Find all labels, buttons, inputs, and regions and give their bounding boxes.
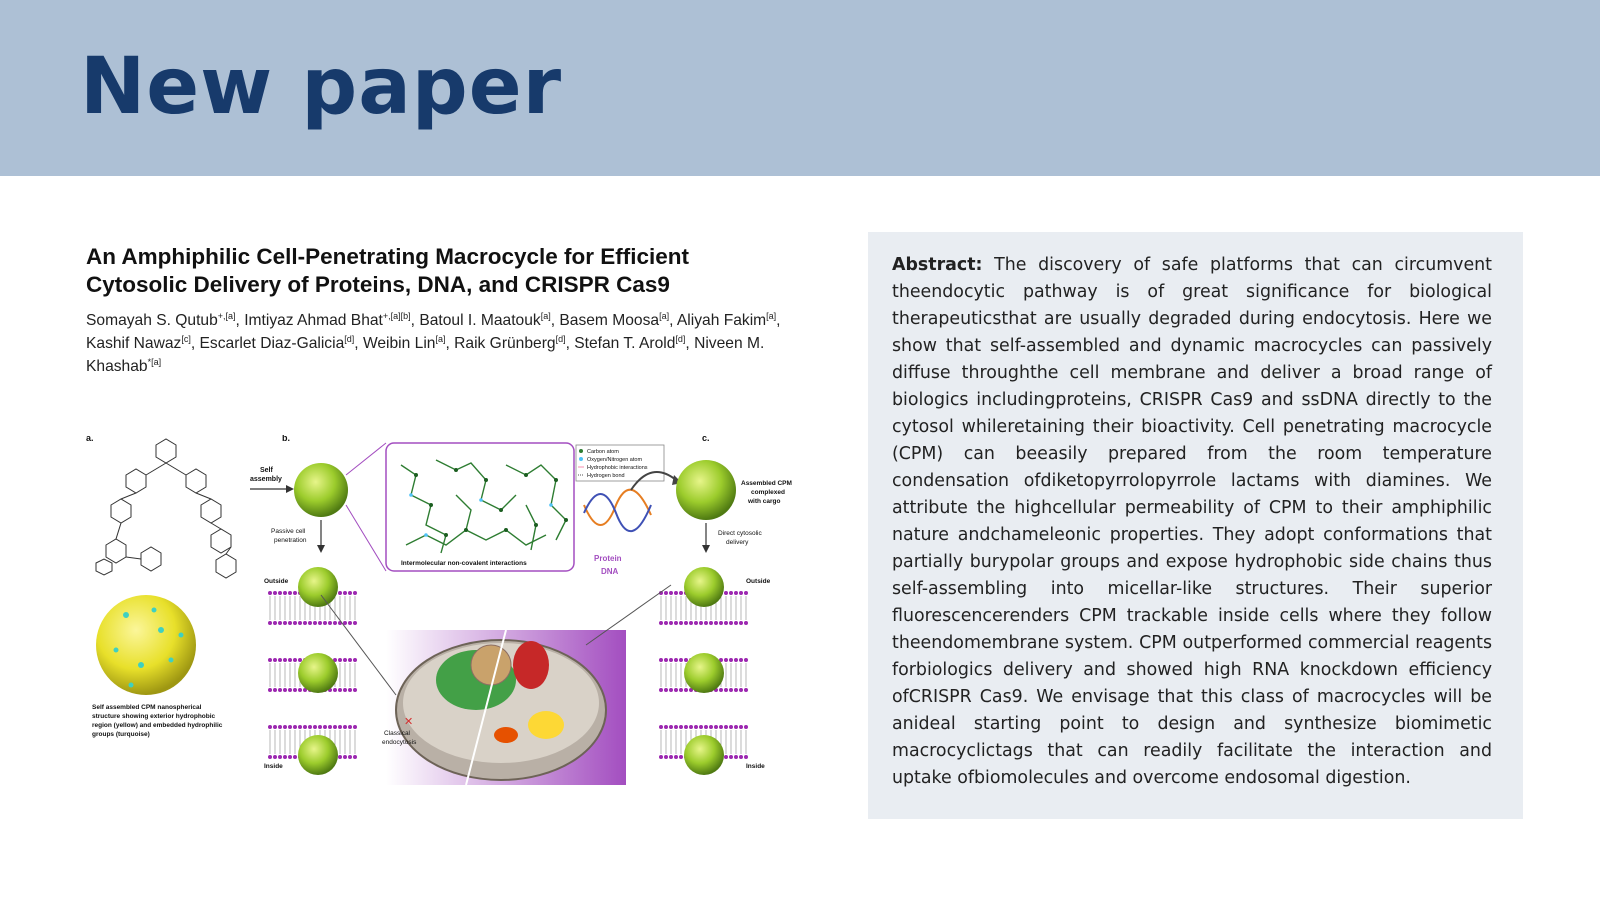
macrocycle-structure [96,439,236,578]
outside-label-right: Outside [746,578,771,585]
assembled-cpm-2: complexed [751,489,785,496]
mitochondria-yellow [528,711,564,739]
author-affiliation: +,[a] [217,311,236,321]
author-name: Kashif Nawaz [86,335,182,353]
legend-hydrogen: Hydrogen bond [587,473,625,479]
protein-label: Protein [594,554,622,563]
figure-graphic [86,435,822,820]
paper-figure [86,435,822,820]
cpm-sphere [298,735,338,775]
outside-label-left: Outside [264,578,289,585]
dna-strand-1 [584,490,651,525]
abstract-text [892,252,1492,792]
caption-a-line: structure showing exterior hydrophobic [92,713,216,720]
author-name: Imtiyaz Ahmad Bhat [244,312,383,330]
abstract-label: Abstract: [892,255,983,275]
cpm-sphere [684,653,724,693]
author-affiliation: [a] [435,334,446,345]
legend-oxygen: Oxygen/Nitrogen atom [587,457,643,463]
caption-panel-a [92,704,223,738]
legend-hydrophobic: Hydrophobic interactions [587,465,648,471]
cpm-sphere [298,653,338,693]
caption-a-line: groups (turquoise) [92,731,150,738]
blocked-x-mark: ✕ [404,716,414,728]
inside-label-right: Inside [746,763,765,770]
panel-label-a: a. [86,435,94,443]
cpm-sphere [298,567,338,607]
cpm-cargo-sphere [676,460,736,520]
cpm-sphere-top [294,463,348,517]
cpm-sphere [684,567,724,607]
author-name: Stefan T. Arold [574,335,676,353]
dna-label: DNA [601,567,619,576]
inside-label-left: Inside [264,763,283,770]
passive-cell-label-2: penetration [274,537,307,544]
yellow-cpm-sphere [96,595,196,695]
panel-label-b: b. [282,435,290,443]
direct-cytosolic-1: Direct cytosolic [718,530,762,537]
paper-authors: Somayah S. Qutub$^{+,[a]}$, Imtiyaz Ahmad Bhat$^{+,[a][b]}$, Batoul I. Maatouk[a], Basem Moosa[a], Aliyah Fakim[a], Kashif Nawaz[c], Escarlet Diaz-Galicia[d], Weibin Lin[a], Raik Grünberg[d], Stefan T. Arold[d], Niveen M. Khashab$^{*[a]}$ [86,311,781,376]
caption-a-line: Self assembled CPM nanospherical [92,704,202,711]
author-name: Somayah S. Qutub [86,312,218,330]
cpm-sphere [684,735,724,775]
author-affiliation: [c] [181,334,191,345]
golgi [513,641,549,689]
author-name: Batoul I. Maatouk [419,312,541,330]
paper-block [86,243,856,377]
author-affiliation: +,[a][b] [382,311,411,321]
author-name: Basem Moosa [559,312,660,330]
self-assembly-label-1: Self [260,467,273,474]
caption-a-line: region (yellow) and embedded hydrophilic [92,722,223,729]
author-name: Weibin Lin [362,335,436,353]
paper-title-line-1: An Amphiphilic Cell-Penetrating Macrocycle for Efficient [86,244,690,269]
author-name: Aliyah Fakim [676,312,767,330]
self-assembly-label-2: assembly [250,476,282,483]
page-title: New paper [80,42,563,132]
author-affiliation: [a] [766,311,777,321]
author-affiliation: [d] [555,334,566,345]
author-name: Escarlet Diaz-Galicia [199,335,345,353]
nucleus [471,645,511,685]
assembled-cpm-1: Assembled CPM [741,480,792,487]
paper-title [86,243,856,299]
abstract-body: The discovery of safe platforms that can circumvent theendocytic pathway is of great significance for biological therapeuticsthat are usually degraded during endocytosis. Here we show that self-assembled and dynamic macrocycles can passively diffuse throughthe cell membrane and deliver a broad range of biologics includingproteins, CRISPR Cas9 and ssDNA directly to the cytosol whileretaining their bioactivity. Cell penetrating macrocycle (CPM) can beeasily prepared from the room temperature condensation ofdiketopyrrolopyrrole lactams with diamines. We attribute the highcellular permeability of CPM to their amphiphilic nature andchameleonic properties. They adopt conformations that partially burypolar groups and expose hydrophobic side chains thus self-assembling into micellar-like structures. Their superior fluorescencerenders CPM trackable inside cells where they follow theendomembrane system. CPM outperformed commercial reagents forbiologics delivery and showed high RNA knockdown efficiency ofCRISPR Cas9. We envisage that this class of macrocycles will be anideal starting point to design and synthesize biomimetic macrocyclictags that can readily facilitate the interaction and uptake ofbiomolecules and overcome endosomal digestion. [892,255,1492,788]
classical-label-2: endocytosis [382,739,417,746]
author-affiliation: [d] [344,334,355,345]
author-affiliation: [d] [675,334,686,345]
assembled-cpm-3: with cargo [748,498,781,505]
panel-label-c: c. [702,435,710,443]
abstract-panel [868,232,1523,819]
header-band [0,0,1600,176]
passive-cell-label-1: Passive cell [271,528,306,535]
author-name: Raik Grünberg [454,335,556,353]
author-affiliation: [a] [540,311,551,321]
legend-carbon: Carbon atom [587,449,619,455]
author-affiliation: [a] [659,311,670,321]
direct-cytosolic-2: delivery [726,539,749,546]
paper-title-line-2: Cytosolic Delivery of Proteins, DNA, and CRISPR Cas9 [86,272,670,297]
intermolecular-label: Intermolecular non-covalent interactions [401,560,527,567]
author-affiliation: *[a] [147,357,162,368]
author-name: Niveen M. Khashab [86,335,765,376]
interaction-zoom-box [386,443,574,571]
classical-label-1: Classical [384,730,411,737]
